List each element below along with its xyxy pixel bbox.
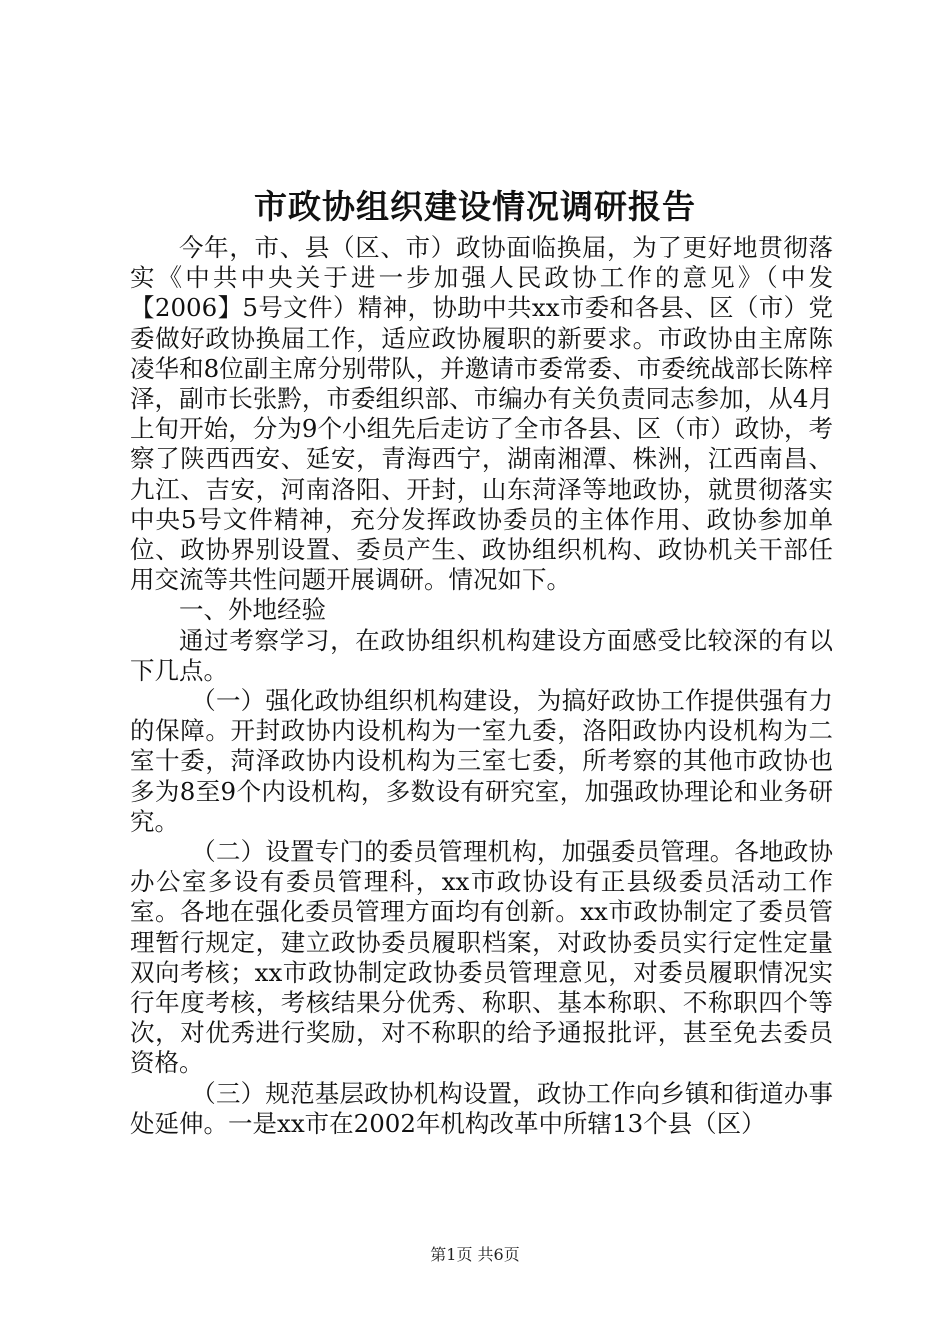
paragraph-point-1: （一）强化政协组织机构建设，为搞好政协工作提供强有力的保障。开封政协内设机构为一室九委，洛阳政协内设机构为二室十委，菏泽政协内设机构为三室七委，所考察的其他市政协也多为8至9个内设机构，多数设有研究室，加强政协理论和业务研究。 (130, 686, 833, 836)
document-body (130, 233, 833, 1139)
paragraph-point-3: （三）规范基层政协机构设置，政协工作向乡镇和街道办事处延伸。一是xx市在2002年机构改革中所辖13个县（区） (130, 1078, 833, 1138)
paragraph-intro: 今年，市、县（区、市）政协面临换届，为了更好地贯彻落实《中共中央关于进一步加强人民政协工作的意见》（中发【2006】5号文件）精神，协助中共xx市委和各县、区（市）党委做好政协换届工作，适应政协履职的新要求。市政协由主席陈凌华和8位副主席分别带队，并邀请市委常委、市委统战部长陈梓泽，副市长张黔，市委组织部、市编办有关负责同志参加，从4月上旬开始，分为9个小组先后走访了全市各县、区（市）政协，考察了陕西西安、延安，青海西宁，湖南湘潭、株洲，江西南昌、九江、吉安，河南洛阳、开封，山东菏泽等地政协，就贯彻落实中央5号文件精神，充分发挥政协委员的主体作用、政协参加单位、政协界别设置、委员产生、政协组织机构、政协机关干部任用交流等共性问题开展调研。情况如下。 (130, 233, 833, 595)
paragraph-point-2: （二）设置专门的委员管理机构，加强委员管理。各地政协办公室多设有委员管理科，xx市政协设有正县级委员活动工作室。各地在强化委员管理方面均有创新。xx市政协制定了委员管理暂行规定，建立政协委员履职档案，对政协委员实行定性定量双向考核；xx市政协制定政协委员管理意见，对委员履职情况实行年度考核，考核结果分优秀、称职、基本称职、不称职四个等次，对优秀进行奖励，对不称职的给予通报批评，甚至免去委员资格。 (130, 837, 833, 1078)
document-title: 市政协组织建设情况调研报告 (254, 187, 696, 226)
section-heading: 一、外地经验 (179, 595, 326, 625)
page-number: 第1页 共6页 (430, 1245, 520, 1264)
paragraph-overview: 通过考察学习，在政协组织机构建设方面感受比较深的有以下几点。 (130, 625, 833, 685)
